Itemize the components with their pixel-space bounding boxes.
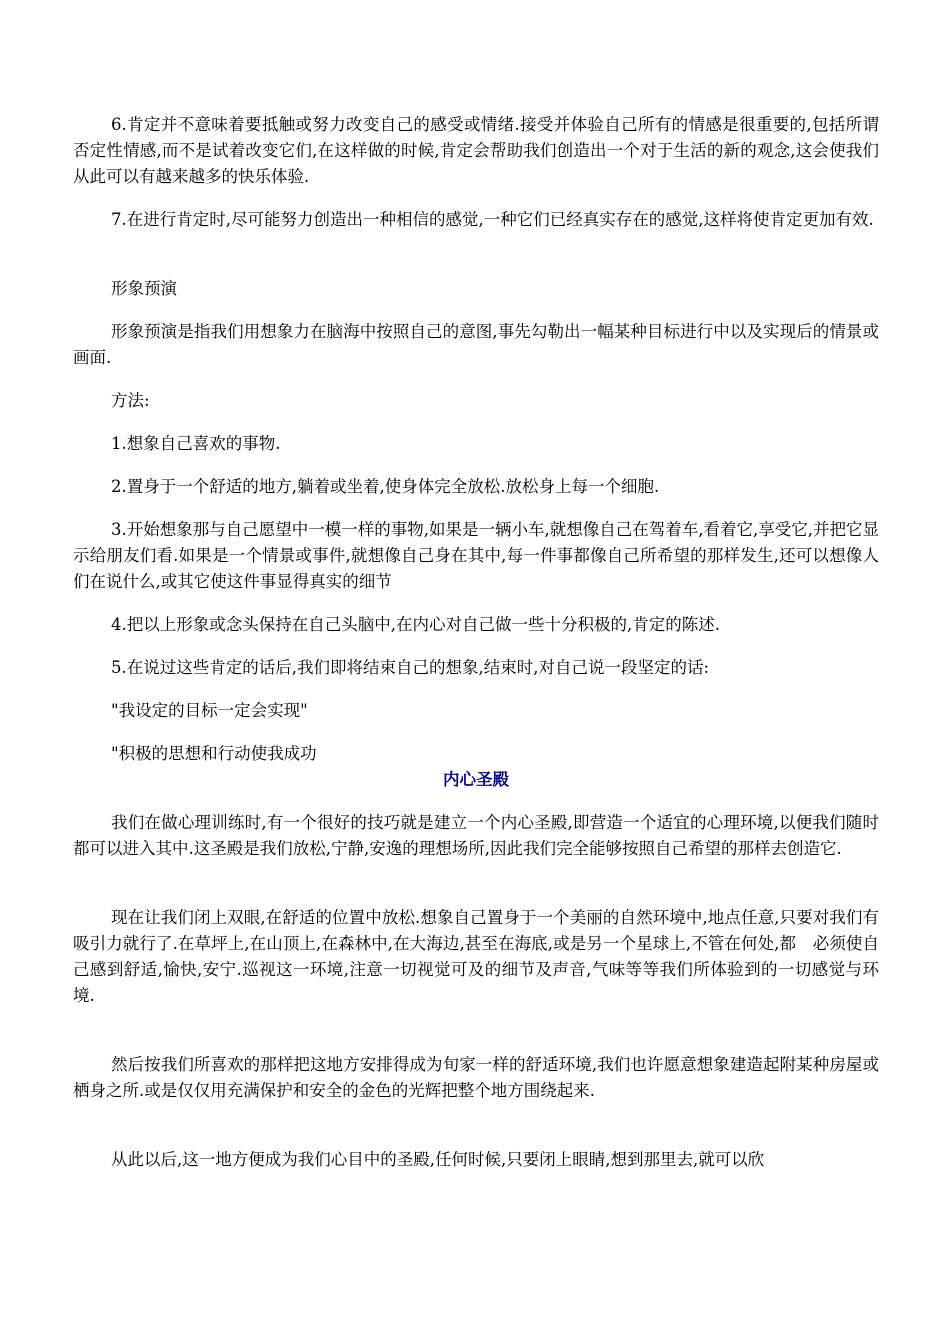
subheading-rehearsal: 形象预演 [111, 279, 177, 298]
quote-success: "积极的思想和行动使我成功 [111, 744, 317, 763]
paragraph-sanctuary-visualize: 现在让我们闭上双眼,在舒适的位置中放松.想象自己置身于一个美丽的自然环境中,地点任意,只要对我们有吸引力就行了.在草坪上,在山顶上,在森林中,在大海边,甚至在海底,或是另一个星球上,不管在何处,都 必须使自己感到舒适,愉快,安宁.巡视这一环境,注意一切视觉可及的细节及声音,气味等等我们所体验到的一切感觉与环境. [73, 908, 879, 1005]
section-heading-inner-sanctuary: 内心圣殿 [443, 770, 509, 789]
paragraph-method-label: 方法: [111, 391, 150, 410]
document-page [73, 112, 879, 1173]
quote-goal: "我设定的目标一定会实现" [111, 701, 308, 720]
paragraph-6-affirmation: 6.肯定并不意味着要抵触或努力改变自己的感受或情绪.接受并体验自己所有的情感是很重要的,包括所谓否定性情感,而不是试着改变它们,在这样做的时候,肯定会帮助我们创造出一个对于生活的新的观念,这会使我们从此可以有越来越多的快乐体验. [73, 115, 879, 186]
method-step-5: 5.在说过这些肯定的话后,我们即将结束自己的想象,结束时,对自己说一段坚定的话: [111, 658, 710, 677]
paragraph-sanctuary-intro: 我们在做心理训练时,有一个很好的技巧就是建立一个内心圣殿,即营造一个适宜的心理环境,以便我们随时都可以进入其中.这圣殿是我们放松,宁静,安逸的理想场所,因此我们完全能够按照自己希望的那样去创造它. [73, 813, 879, 858]
method-step-4: 4.把以上形象或念头保持在自己头脑中,在内心对自己做一些十分积极的,肯定的陈述. [111, 615, 720, 634]
paragraph-sanctuary-after: 从此以后,这一地方便成为我们心目中的圣殿,任何时候,只要闭上眼睛,想到那里去,就可以欣 [111, 1150, 765, 1169]
paragraph-sanctuary-arrange: 然后按我们所喜欢的那样把这地方安排得成为旬家一样的舒适环境,我们也许愿意想象建造起附某种房屋或栖身之所.或是仅仅用充满保护和安全的金色的光辉把整个地方围绕起来. [73, 1055, 879, 1100]
method-step-1: 1.想象自己喜欢的事物. [111, 434, 281, 453]
paragraph-rehearsal-definition: 形象预演是指我们用想象力在脑海中按照自己的意图,事先勾勒出一幅某种目标进行中以及实现后的情景或画面. [73, 322, 879, 367]
paragraph-7-affirmation: 7.在进行肯定时,尽可能努力创造出一种相信的感觉,一种它们已经真实存在的感觉,这样将使肯定更加有效. [111, 210, 874, 229]
method-step-3: 3.开始想象那与自己愿望中一模一样的事物,如果是一辆小车,就想像自己在驾着车,看着它,享受它,并把它显示给朋友们看.如果是一个情景或事件,就想像自己身在其中,每一件事都像自己所希望的那样发生,还可以想像人们在说什么,或其它使这件事显得真实的细节 [73, 520, 879, 591]
method-step-2: 2.置身于一个舒适的地方,躺着或坐着,使身体完全放松.放松身上每一个细胞. [111, 477, 660, 496]
